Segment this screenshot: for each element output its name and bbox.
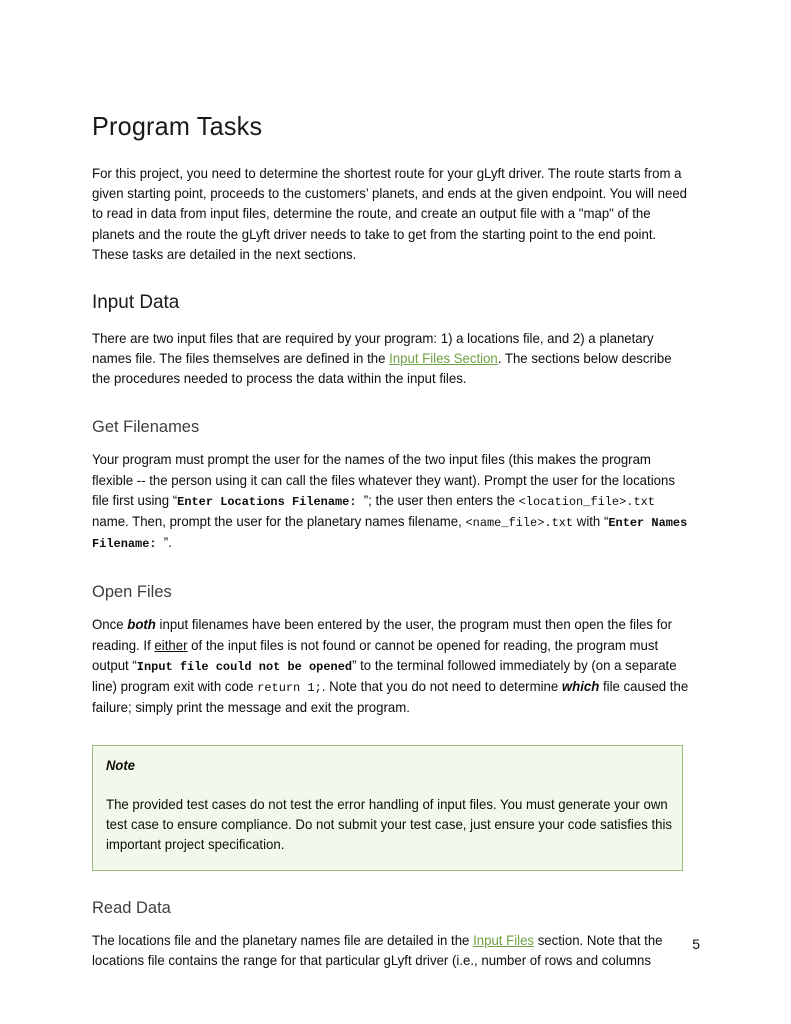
code-name-file: <name_file>.txt xyxy=(465,516,574,531)
note-title: Note xyxy=(106,757,135,773)
text-run: ”; the user then enters the xyxy=(363,492,519,508)
text-run: input filenames have been entered by the user, the program must then open the files for reading. If xyxy=(92,617,673,653)
emphasis-both: both xyxy=(127,617,156,633)
paragraph-open-files xyxy=(92,615,691,718)
paragraph-input-data xyxy=(92,329,691,390)
paragraph-get-filenames xyxy=(92,450,691,554)
note-callout-box xyxy=(92,745,683,871)
heading-read-data: Read Data xyxy=(92,897,171,917)
code-return-one: return 1; xyxy=(257,681,322,696)
link-input-files[interactable]: Input Files xyxy=(473,933,535,949)
code-location-file: <location_file>.txt xyxy=(518,494,655,509)
heading-program-tasks: Program Tasks xyxy=(92,111,263,141)
underline-either: either xyxy=(154,637,188,653)
text-run: name. Then, prompt the user for the planetary names filename, xyxy=(92,514,466,530)
code-prompt-locations: Enter Locations Filename: xyxy=(177,494,364,509)
text-run: There are two input files that are required by your program: 1) a locations file, and 2) a planetary names file. The files themselves are defined in the xyxy=(92,330,654,367)
text-run: ” to the terminal followed immediately by (on a separate line) program exit with code xyxy=(92,657,677,695)
heading-input-data: Input Data xyxy=(92,291,180,314)
text-run: of the input files is not found or cannot be opened for reading, the program must output “ xyxy=(92,637,659,673)
emphasis-which: which xyxy=(561,679,600,695)
text-run: section. Note that the locations file contains the range for that particular gLyft driver (i.e., number of rows and columns xyxy=(92,933,663,969)
note-body: The provided test cases do not test the error handling of input files. You must generate your own test case to ensure compliance. Do not submit your test case, just ensure your code satisfies this important project specification. xyxy=(106,796,673,853)
heading-open-files: Open Files xyxy=(92,581,172,601)
text-run: . The sections below describe the procedures needed to process the data within the input files. xyxy=(92,351,672,387)
text-run: ”. xyxy=(163,535,172,551)
text-run: . Note that you do not need to determine xyxy=(321,679,562,695)
link-input-files-section[interactable]: Input Files Section xyxy=(389,351,498,367)
text-run: Your program must prompt the user for the names of the two input files (this makes the program flexible -- the person using it can call the files whatever they want). Prompt the user for the locations file first using “ xyxy=(92,452,675,508)
code-prompt-names: Enter Names Filename: xyxy=(92,516,688,552)
heading-get-filenames: Get Filenames xyxy=(92,416,200,436)
text-run: The locations file and the planetary names file are detailed in the xyxy=(92,933,474,949)
page-number: 5 xyxy=(692,936,700,952)
text-run: Once xyxy=(92,617,128,633)
paragraph-program-tasks-intro: For this project, you need to determine the shortest route for your gLyft driver. The route starts from a given starting point, proceeds to the customers’ planets, and ends at the given endpoint. You will need to read in data from input files, determine the route, and create an output file with a "map" of the planets and the route the gLyft driver needs to take to get from the starting point to the end point. These tasks are detailed in the next sections. xyxy=(92,165,688,263)
code-error-message: Input file could not be opened xyxy=(136,659,353,674)
text-run: with “ xyxy=(573,514,609,530)
text-run: file caused the failure; simply print the message and exit the program. xyxy=(92,679,689,716)
document-content xyxy=(92,112,692,972)
